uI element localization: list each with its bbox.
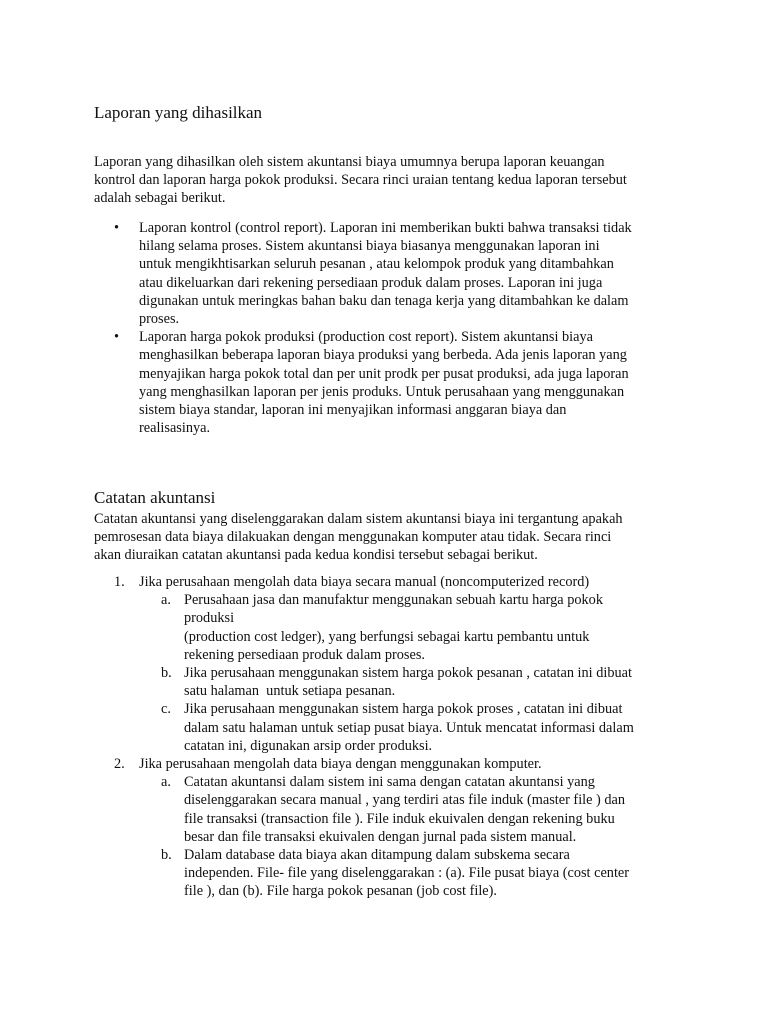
text-line: Perusahaan jasa dan manufaktur menggunakan sebuah kartu harga pokok bbox=[184, 592, 603, 609]
section-intro-laporan bbox=[94, 153, 694, 208]
item-number: 1. bbox=[114, 574, 125, 590]
section-title-laporan: Laporan yang dihasilkan bbox=[94, 103, 263, 122]
sub-item-letter: a. bbox=[161, 592, 171, 609]
text-line: catatan ini, digunakan arsip order produksi. bbox=[184, 737, 433, 754]
text-line: dalam satu halaman untuk setiap pusat biaya. Untuk mencatat informasi dalam bbox=[184, 719, 634, 736]
text-line: Laporan harga pokok produksi (production cost report). Sistem akuntansi biaya bbox=[139, 329, 593, 346]
text-line: Dalam database data biaya akan ditampung dalam subskema secara bbox=[184, 847, 570, 864]
text-line: Jika perusahaan menggunakan sistem harga pokok pesanan , catatan ini dibuat bbox=[184, 665, 632, 682]
text-line: satu halaman untuk setiapa pesanan. bbox=[184, 683, 396, 700]
text-line: hilang selama proses. Sistem akuntansi biaya biasanya menggunakan laporan ini bbox=[139, 238, 600, 255]
text-line: realisasinya. bbox=[139, 420, 211, 437]
text-line: pemrosesan data biaya dilakuakan dengan menggunakan komputer atau tidak. Secara rinci bbox=[94, 529, 612, 546]
text-line: Catatan akuntansi dalam sistem ini sama dengan catatan akuntansi yang bbox=[184, 774, 595, 791]
text-line: file transaksi (transaction file ). File induk ekuivalen dengan rekening buku bbox=[184, 810, 615, 827]
section-title-catatan: Catatan akuntansi bbox=[94, 488, 216, 507]
text-line: diselenggarakan secara manual , yang terdiri atas file induk (master file ) dan bbox=[184, 792, 626, 809]
text-line: menyajikan harga pokok total dan per unit prodk per pusat produksi, ada juga laporan bbox=[139, 365, 629, 382]
text-line: akan diuraikan catatan akuntansi pada kedua kondisi tersebut sebagai berikut. bbox=[94, 547, 538, 564]
text-line: Laporan kontrol (control report). Laporan ini memberikan bukti bahwa transaksi tidak bbox=[139, 220, 632, 236]
text-line: independen. File- file yang diselenggarakan : (a). File pusat biaya (cost center bbox=[184, 865, 630, 882]
bullet-list bbox=[94, 219, 694, 437]
bullet-item-production-cost-report bbox=[94, 328, 694, 437]
bullet-marker: • bbox=[114, 220, 120, 236]
text-line: atau dikeluarkan dari rekening persediaan produk dalam proses. Laporan ini juga bbox=[139, 274, 603, 291]
text-line: file ), dan (b). File harga pokok pesanan (job cost file). bbox=[184, 883, 497, 900]
item-heading: Jika perusahaan mengolah data biaya secara manual (noncomputerized record) bbox=[139, 574, 590, 590]
sub-item-letter: b. bbox=[161, 847, 172, 864]
sub-item-letter: b. bbox=[161, 665, 172, 682]
sub-item bbox=[139, 773, 694, 846]
item-heading: Jika perusahaan mengolah data biaya dengan menggunakan komputer. bbox=[139, 756, 542, 773]
text-line: rekening persediaan produk dalam proses. bbox=[184, 646, 425, 663]
text-line: adalah sebagai berikut. bbox=[94, 190, 226, 207]
text-line: produksi bbox=[184, 610, 235, 627]
sub-item bbox=[139, 664, 694, 700]
sub-item bbox=[139, 591, 694, 664]
text-line: Jika perusahaan menggunakan sistem harga pokok proses , catatan ini dibuat bbox=[184, 701, 623, 718]
numbered-list bbox=[94, 573, 694, 901]
sub-item-letter: a. bbox=[161, 774, 171, 791]
sub-item bbox=[139, 700, 694, 755]
item-number: 2. bbox=[114, 756, 125, 773]
text-line: (production cost ledger), yang berfungsi sebagai kartu pembantu untuk bbox=[184, 628, 590, 645]
bullet-marker: • bbox=[114, 329, 120, 346]
sub-list bbox=[139, 773, 694, 900]
text-line: digunakan untuk meringkas bahan baku dan tenaga kerja yang ditambahkan ke dalam bbox=[139, 292, 629, 309]
text-line: sistem biaya standar, laporan ini menyajikan informasi anggaran biaya dan bbox=[139, 402, 567, 419]
sub-item-letter: c. bbox=[161, 701, 171, 718]
text-line: besar dan file transaksi ekuivalen dengan jurnal pada sistem manual. bbox=[184, 828, 577, 845]
text-line: yang menghasilkan laporan per jenis produks. Untuk perusahaan yang menggunakan bbox=[139, 383, 625, 400]
sub-item bbox=[139, 846, 694, 901]
text-line: Catatan akuntansi yang diselenggarakan dalam sistem akuntansi biaya ini tergantung apakah bbox=[94, 511, 623, 527]
text-line: Laporan yang dihasilkan oleh sistem akuntansi biaya umumnya berupa laporan keuangan bbox=[94, 154, 605, 170]
sub-list bbox=[139, 591, 694, 755]
text-line: menghasilkan beberapa laporan biaya produksi yang berbeda. Ada jenis laporan yang bbox=[139, 347, 627, 364]
section-intro-catatan bbox=[94, 510, 694, 565]
numbered-item-computer bbox=[94, 755, 694, 901]
text-line: untuk mengikhtisarkan seluruh pesanan , atau kelompok produk yang ditambahkan bbox=[139, 256, 614, 273]
text-line: proses. bbox=[139, 311, 180, 328]
text-line: kontrol dan laporan harga pokok produksi. Secara rinci uraian tentang kedua laporan tersebut bbox=[94, 172, 627, 189]
numbered-item-manual bbox=[94, 573, 694, 755]
bullet-item-control-report bbox=[94, 219, 694, 328]
